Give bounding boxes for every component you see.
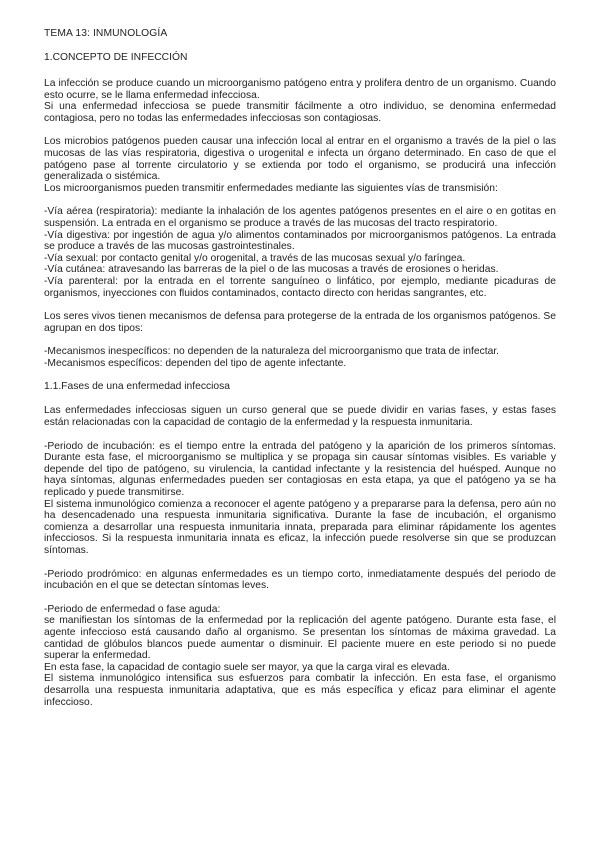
phase-prodromico: -Periodo prodrómico: en algunas enfermedades es un tiempo corto, inmediatamente después del periodo de incubación en el que se detectan síntomas leves.: [44, 568, 556, 592]
phase-incubacion-inmune: El sistema inmunológico comienza a reconocer el agente patógeno y a prepararse para la defensa, pero aún no ha desencadenado una respuesta inmunitaria significativa. Durante la fase de incubación, el organismo comienza a desarrollar una respuesta inmunitaria innata, preparada para eliminar rápidamente los agentes infecciosos. Si la respuesta inmunitaria innata es eficaz, la infección puede resolverse sin que se produzcan síntomas.: [44, 498, 556, 556]
route-cutanea: -Vía cutánea: atravesando las barreras de la piel o de las mucosas a través de erosiones o heridas.: [44, 264, 499, 276]
paragraph-vias-intro: Los microorganismos pueden transmitir enfermedades mediante las siguientes vías de transmisión:: [44, 182, 498, 194]
route-sexual: -Vía sexual: por contacto genital y/o orogenital, a través de las mucosas sexual y/o faríngea.: [44, 252, 466, 264]
section-heading-concepto: 1.CONCEPTO DE INFECCIÓN: [44, 52, 188, 63]
mechanism-especificos: -Mecanismos específicos: dependen del tipo de agente infectante.: [44, 357, 347, 369]
route-aerea: -Vía aérea (respiratoria): mediante la inhalación de los agentes patógenos presentes en el aire o en gotitas en suspensión. La entrada en el organismo se produce a través de las mucosas del tracto respiratorio.: [44, 206, 556, 229]
phase-aguda-title: -Periodo de enfermedad o fase aguda:: [44, 603, 221, 615]
phase-aguda-contagio: En esta fase, la capacidad de contagio suele ser mayor, ya que la carga viral es elevada.: [44, 661, 450, 673]
paragraph-fases-intro: Las enfermedades infecciosas siguen un curso general que se puede dividir en varias fases, y estas fases están relacionadas con la capacidad de contagio de la enfermedad y la respuesta inmunitaria.: [44, 405, 556, 429]
phase-aguda-sintomas: se manifiestan los síntomas de la enfermedad por la replicación del agente patógeno. Durante esta fase, el agente infeccioso está causando daño al organismo. Se presentan los síntomas de máxima gravedad. La cantidad de glóbulos blancos puede aumentar o disminuir. El paciente muere en este periodo si no puede superar la enfermedad.: [44, 615, 556, 662]
paragraph-mecanismos: Los seres vivos tienen mecanismos de defensa para protegerse de la entrada de los organismos patógenos. Se agrupan en dos tipos:: [44, 311, 556, 334]
paragraph-infeccion: La infección se produce cuando un microorganismo patógeno entra y prolifera dentro de un organismo. Cuando esto ocurre, se le llama enfermedad infecciosa.: [44, 78, 556, 101]
paragraph-microbios: Los microbios patógenos pueden causar una infección local al entrar en el organismo a través de la piel o las mucosas de las vías respiratoria, digestiva o urogenital e infecta un órgano determinado. En caso de que el patógeno pase al torrente circulatorio y se extienda por todo el organismo, se producirá una infección generalizada o sistémica.: [44, 136, 556, 183]
phase-incubacion: -Periodo de incubación: es el tiempo entre la entrada del patógeno y la aparición de los primeros síntomas. Durante esta fase, el microorganismo se multiplica y se propaga sin causar síntomas visibles. Es variable y depende del tipo de patógeno, su virulencia, la cantidad infectante y la resistencia del huésped. Aunque no haya síntomas, algunas enfermedades pueden ser contagiosas en esta etapa, ya que el patógeno ya se ha replicado y puede transmitirse.: [44, 440, 556, 499]
section-heading-fases: 1.1.Fases de una enfermedad infecciosa: [44, 381, 231, 393]
phase-aguda-inmune: El sistema inmunológico intensifica sus esfuerzos para combatir la infección. En esta fase, el organismo desarrolla una respuesta inmunitaria adaptativa, que es más específica y eficaz para eliminar el agente infeccioso.: [44, 673, 556, 708]
document-title: TEMA 13: INMUNOLOGÍA: [44, 28, 168, 39]
route-digestiva: -Vía digestiva: por ingestión de agua y/o alimentos contaminados por microorganismos patógenos. La entrada se produce a través de las mucosas gastrointestinales.: [44, 229, 556, 253]
paragraph-contagiosa: Si una enfermedad infecciosa se puede transmitir fácilmente a otro individuo, se denomina enfermedad contagiosa, pero no todas las enfermedades infecciosas son contagiosas.: [44, 101, 556, 124]
mechanism-inespecificos: -Mecanismos inespecíficos: no dependen de la naturaleza del microorganismo que trata de infectar.: [44, 346, 500, 358]
route-parenteral: -Vía parenteral: por la entrada en el torrente sanguíneo o linfático, por ejemplo, mediante picaduras de organismos, inyecciones con fluidos contaminados, contacto directo con heridas sangrantes, etc.: [44, 275, 556, 299]
